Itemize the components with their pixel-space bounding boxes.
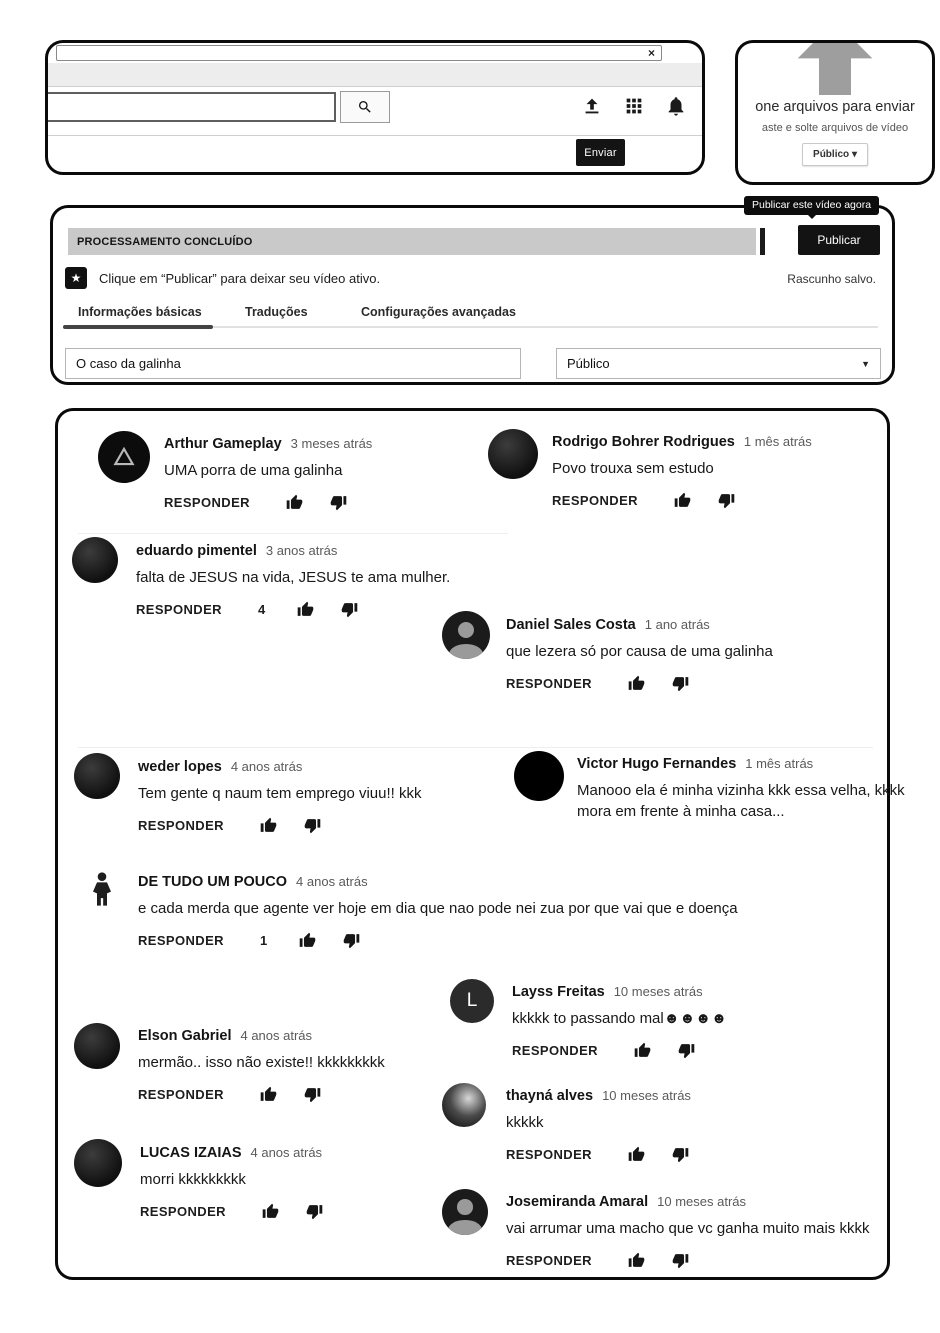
- comment-timestamp: 4 anos atrás: [240, 1028, 313, 1043]
- comment-author[interactable]: Elson Gabriel: [138, 1028, 232, 1044]
- avatar[interactable]: [74, 1139, 122, 1187]
- reply-button[interactable]: RESPONDER: [138, 818, 224, 834]
- comment-timestamp: 1 mês atrás: [743, 434, 812, 449]
- publish-tooltip: Publicar este vídeo agora: [744, 196, 879, 215]
- bell-icon[interactable]: [665, 95, 687, 117]
- reply-button[interactable]: RESPONDER: [506, 676, 592, 692]
- comment-author[interactable]: weder lopes: [138, 759, 222, 775]
- comment-author[interactable]: DE TUDO UM POUCO: [138, 874, 288, 890]
- close-icon[interactable]: ×: [647, 46, 655, 60]
- comment-timestamp: 3 meses atrás: [290, 436, 373, 451]
- avatar[interactable]: [80, 867, 124, 911]
- thumbs-down-icon[interactable]: [304, 817, 321, 834]
- draft-saved-status: Rascunho salvo.: [787, 272, 876, 286]
- thumbs-up-icon[interactable]: [628, 1252, 645, 1269]
- comment-text: Tem gente q naum tem emprego viuu!! kkk: [138, 785, 422, 802]
- comment-author[interactable]: eduardo pimentel: [136, 543, 257, 559]
- select-arrow-icon: ▼: [861, 358, 870, 369]
- comment-timestamp: 4 anos atrás: [230, 759, 303, 774]
- comment-timestamp: 10 meses atrás: [602, 1088, 691, 1103]
- dropzone-headline: one arquivos para enviar: [755, 99, 915, 115]
- search-icon: [357, 99, 373, 115]
- thumbs-down-icon[interactable]: [672, 1146, 689, 1163]
- browser-toolbar: [48, 63, 702, 87]
- thumbs-down-icon[interactable]: [672, 675, 689, 692]
- reply-count: 1: [259, 933, 268, 949]
- processing-progress-bar: [68, 228, 756, 255]
- avatar[interactable]: [442, 1189, 488, 1235]
- avatar[interactable]: [74, 1023, 120, 1069]
- browser-tab-strip: [56, 45, 662, 61]
- thumbs-down-icon[interactable]: [304, 1086, 321, 1103]
- reply-button[interactable]: RESPONDER: [506, 1147, 592, 1163]
- video-title-input[interactable]: [65, 348, 521, 379]
- tab-informacoes-basicas[interactable]: Informações básicas: [78, 305, 202, 319]
- thumbs-up-icon[interactable]: [262, 1203, 279, 1220]
- progress-bar-cap: [760, 228, 765, 255]
- thumbs-down-icon[interactable]: [678, 1042, 695, 1059]
- reply-button[interactable]: RESPONDER: [140, 1204, 226, 1220]
- thumbs-up-icon[interactable]: [634, 1042, 651, 1059]
- thumbs-up-icon[interactable]: [297, 601, 314, 618]
- avatar[interactable]: L: [450, 979, 494, 1023]
- comment-text: Povo trouxa sem estudo: [552, 460, 714, 477]
- reply-button[interactable]: RESPONDER: [138, 1087, 224, 1103]
- dropzone-subline: aste e solte arquivos de vídeo: [761, 122, 909, 134]
- tab-traducoes[interactable]: Traduções: [245, 305, 308, 319]
- browser-chrome-panel: [45, 40, 705, 175]
- comment-text: vai arrumar uma macho que vc ganha muito mais kkkk: [506, 1220, 870, 1237]
- upload-dropzone-panel: [735, 40, 935, 185]
- reply-button[interactable]: RESPONDER: [136, 602, 222, 618]
- privacy-select[interactable]: [556, 348, 881, 379]
- video-publish-panel: [50, 205, 895, 385]
- upload-arrow-icon: [790, 43, 880, 95]
- avatar[interactable]: [442, 611, 490, 659]
- star-icon: ★: [65, 267, 87, 289]
- comment-author[interactable]: Arthur Gameplay: [164, 436, 282, 452]
- tab-configuracoes-avancadas[interactable]: Configurações avançadas: [361, 305, 516, 319]
- reply-button[interactable]: RESPONDER: [164, 495, 250, 511]
- comment-timestamp: 10 meses atrás: [613, 984, 703, 999]
- thumbs-up-icon[interactable]: [286, 494, 303, 511]
- search-button[interactable]: [340, 91, 390, 123]
- divider: [78, 747, 873, 748]
- comment-timestamp: 1 ano atrás: [644, 617, 710, 632]
- comment-author[interactable]: LUCAS IZAIAS: [140, 1145, 242, 1161]
- divider: [48, 135, 702, 136]
- publish-button[interactable]: Publicar: [798, 225, 880, 255]
- comment-text: UMA porra de uma galinha: [164, 462, 343, 479]
- comment-text: e cada merda que agente ver hoje em dia que nao pode nei zua por que vai que e doença: [138, 900, 738, 917]
- comment-author[interactable]: Layss Freitas: [512, 984, 605, 1000]
- avatar[interactable]: [98, 431, 150, 483]
- avatar[interactable]: [514, 751, 564, 801]
- thumbs-down-icon[interactable]: [718, 492, 735, 509]
- thumbs-down-icon[interactable]: [343, 932, 360, 949]
- reply-count: 4: [257, 602, 266, 618]
- reply-button[interactable]: RESPONDER: [506, 1253, 592, 1269]
- reply-button[interactable]: RESPONDER: [552, 493, 638, 509]
- thumbs-down-icon[interactable]: [341, 601, 358, 618]
- comment-text: morri kkkkkkkkk: [140, 1171, 246, 1188]
- avatar[interactable]: [72, 537, 118, 583]
- reply-button[interactable]: RESPONDER: [512, 1043, 598, 1059]
- enviar-button[interactable]: Enviar: [576, 139, 625, 166]
- privacy-dropdown-label: Público: [813, 149, 850, 160]
- avatar[interactable]: [488, 429, 538, 479]
- thumbs-up-icon[interactable]: [299, 932, 316, 949]
- upload-icon[interactable]: [581, 95, 603, 117]
- comment-text: que lezera só por causa de uma galinha: [506, 643, 773, 660]
- comment-author[interactable]: Daniel Sales Costa: [506, 617, 636, 633]
- comment-text: falta de JESUS na vida, JESUS te ama mulher.: [136, 569, 451, 586]
- comments-panel: [55, 408, 905, 1280]
- thumbs-up-icon[interactable]: [260, 817, 277, 834]
- comment-timestamp: 1 mês atrás: [745, 756, 814, 771]
- comment-timestamp: 3 anos atrás: [265, 543, 338, 558]
- active-tab-indicator: [63, 325, 213, 329]
- avatar[interactable]: [74, 753, 120, 799]
- thumbs-up-icon[interactable]: [674, 492, 691, 509]
- comment-text: Manooo ela é minha vizinha kkk essa velha, kkkk mora em frente à minha casa...: [577, 782, 905, 821]
- processing-status-label: PROCESSAMENTO CONCLUÍDO: [77, 235, 253, 248]
- thumbs-up-icon[interactable]: [260, 1086, 277, 1103]
- comment-text: kkkkk to passando mal☻☻☻☻: [512, 1010, 727, 1027]
- avatar[interactable]: [442, 1083, 486, 1127]
- comment-timestamp: 4 anos atrás: [250, 1145, 323, 1160]
- privacy-select-value: Público: [567, 356, 610, 371]
- thumbs-up-icon[interactable]: [628, 675, 645, 692]
- thumbs-down-icon[interactable]: [306, 1203, 323, 1220]
- comment-author[interactable]: Victor Hugo Fernandes: [577, 756, 737, 772]
- comment-author[interactable]: thayná alves: [506, 1088, 594, 1104]
- reply-button[interactable]: RESPONDER: [138, 933, 224, 949]
- comment-author[interactable]: Josemiranda Amaral: [506, 1194, 649, 1210]
- search-input[interactable]: [48, 92, 336, 122]
- apps-grid-icon[interactable]: [623, 95, 645, 117]
- comment-text: kkkkk: [506, 1114, 544, 1131]
- divider: [78, 533, 508, 534]
- thumbs-down-icon[interactable]: [672, 1252, 689, 1269]
- comment-author[interactable]: Rodrigo Bohrer Rodrigues: [552, 434, 735, 450]
- comment-timestamp: 4 anos atrás: [296, 874, 368, 889]
- comment-timestamp: 10 meses atrás: [657, 1194, 746, 1209]
- chevron-down-icon: ▾: [851, 149, 857, 160]
- privacy-dropdown-button[interactable]: [802, 143, 868, 166]
- thumbs-down-icon[interactable]: [330, 494, 347, 511]
- publish-hint-text: Clique em “Publicar” para deixar seu vídeo ativo.: [99, 271, 381, 286]
- comment-text: mermão.. isso não existe!! kkkkkkkkk: [138, 1054, 385, 1071]
- thumbs-up-icon[interactable]: [628, 1146, 645, 1163]
